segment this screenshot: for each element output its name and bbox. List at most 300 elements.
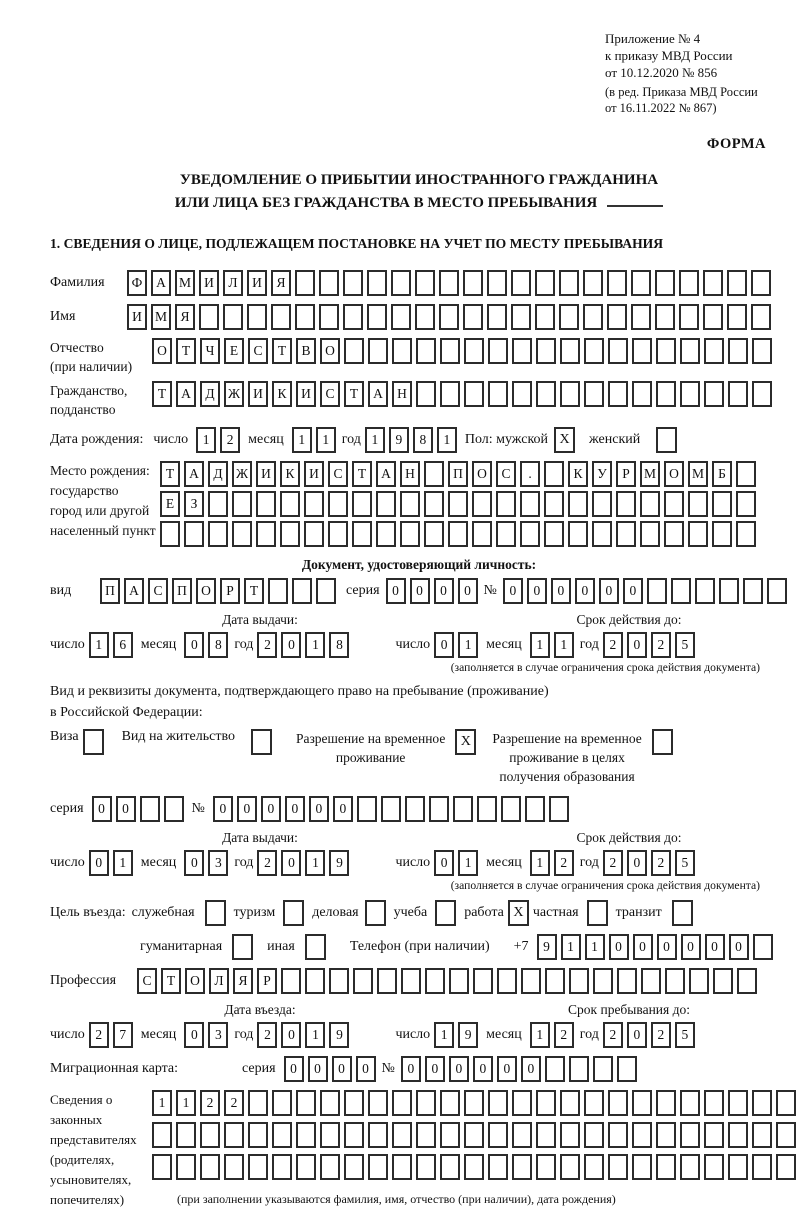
form-cell[interactable]: 0 bbox=[285, 796, 305, 822]
form-cell[interactable]: Ч bbox=[200, 338, 220, 364]
form-cell[interactable] bbox=[560, 338, 580, 364]
form-cell[interactable]: И bbox=[256, 461, 276, 487]
form-cell[interactable]: 0 bbox=[281, 850, 301, 876]
form-cell[interactable] bbox=[728, 1090, 748, 1116]
form-cell[interactable]: 0 bbox=[521, 1056, 541, 1082]
form-cell[interactable]: 9 bbox=[329, 850, 349, 876]
form-cell[interactable] bbox=[440, 1154, 460, 1180]
form-cell[interactable]: 0 bbox=[281, 1022, 301, 1048]
form-cell[interactable] bbox=[232, 521, 252, 547]
form-cell[interactable] bbox=[607, 304, 627, 330]
form-cell[interactable]: 0 bbox=[434, 850, 454, 876]
form-cell[interactable] bbox=[569, 1056, 589, 1082]
form-cell[interactable] bbox=[248, 1090, 268, 1116]
form-cell[interactable] bbox=[640, 521, 660, 547]
form-cell[interactable]: 3 bbox=[208, 1022, 228, 1048]
form-cell[interactable] bbox=[184, 521, 204, 547]
form-cell[interactable] bbox=[224, 1154, 244, 1180]
form-cell[interactable] bbox=[429, 796, 449, 822]
form-cell[interactable]: 8 bbox=[329, 632, 349, 658]
form-cell[interactable] bbox=[617, 1056, 637, 1082]
form-cell[interactable] bbox=[727, 304, 747, 330]
form-cell[interactable]: М bbox=[640, 461, 660, 487]
form-cell[interactable] bbox=[152, 1122, 172, 1148]
form-cell[interactable]: 0 bbox=[308, 1056, 328, 1082]
form-cell[interactable] bbox=[368, 338, 388, 364]
purpose-other-checkbox[interactable] bbox=[305, 934, 326, 960]
form-cell[interactable] bbox=[704, 1122, 724, 1148]
form-cell[interactable]: 0 bbox=[551, 578, 571, 604]
form-cell[interactable]: 0 bbox=[356, 1056, 376, 1082]
form-cell[interactable]: 0 bbox=[410, 578, 430, 604]
form-cell[interactable] bbox=[680, 1122, 700, 1148]
form-cell[interactable]: 1 bbox=[196, 427, 216, 453]
form-cell[interactable]: 0 bbox=[705, 934, 725, 960]
form-cell[interactable] bbox=[703, 270, 723, 296]
form-cell[interactable] bbox=[593, 1056, 613, 1082]
form-cell[interactable]: Т bbox=[152, 381, 172, 407]
form-cell[interactable]: . bbox=[520, 461, 540, 487]
form-cell[interactable] bbox=[776, 1122, 796, 1148]
form-cell[interactable]: К bbox=[272, 381, 292, 407]
form-cell[interactable] bbox=[704, 1154, 724, 1180]
form-cell[interactable] bbox=[320, 1122, 340, 1148]
form-cell[interactable] bbox=[559, 304, 579, 330]
form-cell[interactable] bbox=[416, 1090, 436, 1116]
form-cell[interactable] bbox=[391, 304, 411, 330]
form-cell[interactable] bbox=[463, 304, 483, 330]
form-cell[interactable]: 0 bbox=[386, 578, 406, 604]
form-cell[interactable]: 0 bbox=[609, 934, 629, 960]
form-cell[interactable] bbox=[656, 1090, 676, 1116]
rvp-checkbox[interactable]: X bbox=[455, 729, 476, 755]
form-cell[interactable] bbox=[400, 491, 420, 517]
form-cell[interactable] bbox=[737, 968, 757, 994]
form-cell[interactable] bbox=[545, 1056, 565, 1082]
form-cell[interactable] bbox=[656, 381, 676, 407]
form-cell[interactable] bbox=[377, 968, 397, 994]
form-cell[interactable] bbox=[344, 338, 364, 364]
form-cell[interactable] bbox=[272, 1154, 292, 1180]
form-cell[interactable] bbox=[655, 270, 675, 296]
form-cell[interactable]: 0 bbox=[261, 796, 281, 822]
form-cell[interactable]: В bbox=[296, 338, 316, 364]
form-cell[interactable]: 8 bbox=[208, 632, 228, 658]
purpose-tourism-checkbox[interactable] bbox=[283, 900, 304, 926]
form-cell[interactable]: И bbox=[248, 381, 268, 407]
form-cell[interactable]: 0 bbox=[657, 934, 677, 960]
form-cell[interactable] bbox=[472, 521, 492, 547]
form-cell[interactable] bbox=[689, 968, 709, 994]
form-cell[interactable]: 0 bbox=[627, 1022, 647, 1048]
form-cell[interactable] bbox=[713, 968, 733, 994]
form-cell[interactable]: 1 bbox=[113, 850, 133, 876]
form-cell[interactable] bbox=[344, 1090, 364, 1116]
form-cell[interactable] bbox=[664, 521, 684, 547]
form-cell[interactable] bbox=[424, 521, 444, 547]
form-cell[interactable] bbox=[280, 521, 300, 547]
form-cell[interactable] bbox=[367, 304, 387, 330]
form-cell[interactable] bbox=[664, 491, 684, 517]
form-cell[interactable]: 0 bbox=[116, 796, 136, 822]
form-cell[interactable]: 1 bbox=[292, 427, 312, 453]
form-cell[interactable] bbox=[680, 381, 700, 407]
form-cell[interactable]: 1 bbox=[585, 934, 605, 960]
form-cell[interactable] bbox=[473, 968, 493, 994]
purpose-transit-checkbox[interactable] bbox=[672, 900, 693, 926]
form-cell[interactable] bbox=[464, 1122, 484, 1148]
form-cell[interactable]: 0 bbox=[333, 796, 353, 822]
form-cell[interactable] bbox=[268, 578, 288, 604]
form-cell[interactable]: 0 bbox=[281, 632, 301, 658]
form-cell[interactable] bbox=[271, 304, 291, 330]
form-cell[interactable]: 5 bbox=[675, 850, 695, 876]
form-cell[interactable]: 2 bbox=[651, 850, 671, 876]
form-cell[interactable] bbox=[424, 491, 444, 517]
form-cell[interactable] bbox=[376, 521, 396, 547]
form-cell[interactable]: 1 bbox=[365, 427, 385, 453]
form-cell[interactable] bbox=[671, 578, 691, 604]
form-cell[interactable] bbox=[319, 270, 339, 296]
form-cell[interactable] bbox=[200, 1154, 220, 1180]
form-cell[interactable] bbox=[316, 578, 336, 604]
form-cell[interactable]: П bbox=[100, 578, 120, 604]
form-cell[interactable] bbox=[463, 270, 483, 296]
form-cell[interactable] bbox=[352, 521, 372, 547]
form-cell[interactable]: 1 bbox=[530, 850, 550, 876]
form-cell[interactable] bbox=[343, 270, 363, 296]
form-cell[interactable]: 1 bbox=[434, 1022, 454, 1048]
form-cell[interactable] bbox=[535, 270, 555, 296]
form-cell[interactable] bbox=[405, 796, 425, 822]
form-cell[interactable]: 0 bbox=[681, 934, 701, 960]
form-cell[interactable] bbox=[511, 304, 531, 330]
form-cell[interactable] bbox=[464, 381, 484, 407]
form-cell[interactable] bbox=[751, 304, 771, 330]
form-cell[interactable] bbox=[728, 338, 748, 364]
form-cell[interactable]: 0 bbox=[401, 1056, 421, 1082]
form-cell[interactable] bbox=[512, 1154, 532, 1180]
form-cell[interactable]: 2 bbox=[603, 1022, 623, 1048]
form-cell[interactable]: И bbox=[247, 270, 267, 296]
form-cell[interactable]: Р bbox=[616, 461, 636, 487]
form-cell[interactable] bbox=[584, 1154, 604, 1180]
form-cell[interactable]: А bbox=[176, 381, 196, 407]
form-cell[interactable] bbox=[704, 1090, 724, 1116]
form-cell[interactable] bbox=[512, 1090, 532, 1116]
form-cell[interactable]: С bbox=[496, 461, 516, 487]
form-cell[interactable] bbox=[743, 578, 763, 604]
form-cell[interactable]: Т bbox=[160, 461, 180, 487]
form-cell[interactable] bbox=[776, 1090, 796, 1116]
form-cell[interactable] bbox=[592, 521, 612, 547]
form-cell[interactable] bbox=[272, 1122, 292, 1148]
form-cell[interactable] bbox=[712, 521, 732, 547]
form-cell[interactable] bbox=[655, 304, 675, 330]
form-cell[interactable]: 1 bbox=[458, 850, 478, 876]
form-cell[interactable] bbox=[680, 1090, 700, 1116]
form-cell[interactable]: 6 bbox=[113, 632, 133, 658]
form-cell[interactable] bbox=[296, 1122, 316, 1148]
title-blank-line[interactable] bbox=[607, 191, 663, 207]
form-cell[interactable] bbox=[415, 270, 435, 296]
form-cell[interactable]: Я bbox=[233, 968, 253, 994]
form-cell[interactable] bbox=[496, 491, 516, 517]
form-cell[interactable]: 0 bbox=[434, 578, 454, 604]
form-cell[interactable] bbox=[352, 491, 372, 517]
form-cell[interactable] bbox=[343, 304, 363, 330]
form-cell[interactable]: 1 bbox=[89, 632, 109, 658]
form-cell[interactable] bbox=[320, 1090, 340, 1116]
form-cell[interactable] bbox=[248, 1122, 268, 1148]
form-cell[interactable]: С bbox=[148, 578, 168, 604]
form-cell[interactable]: 0 bbox=[89, 850, 109, 876]
sex-male-checkbox[interactable]: X bbox=[554, 427, 575, 453]
form-cell[interactable]: 1 bbox=[305, 1022, 325, 1048]
form-cell[interactable] bbox=[319, 304, 339, 330]
form-cell[interactable] bbox=[472, 491, 492, 517]
form-cell[interactable] bbox=[544, 491, 564, 517]
form-cell[interactable]: О bbox=[320, 338, 340, 364]
form-cell[interactable] bbox=[608, 338, 628, 364]
form-cell[interactable]: Я bbox=[271, 270, 291, 296]
form-cell[interactable] bbox=[368, 1090, 388, 1116]
form-cell[interactable]: 2 bbox=[257, 632, 277, 658]
form-cell[interactable] bbox=[545, 968, 565, 994]
form-cell[interactable] bbox=[544, 521, 564, 547]
form-cell[interactable] bbox=[616, 521, 636, 547]
form-cell[interactable] bbox=[425, 968, 445, 994]
form-cell[interactable] bbox=[703, 304, 723, 330]
form-cell[interactable] bbox=[608, 381, 628, 407]
form-cell[interactable] bbox=[641, 968, 661, 994]
form-cell[interactable] bbox=[512, 1122, 532, 1148]
form-cell[interactable]: Т bbox=[244, 578, 264, 604]
form-cell[interactable]: М bbox=[151, 304, 171, 330]
form-cell[interactable] bbox=[536, 1154, 556, 1180]
form-cell[interactable] bbox=[593, 968, 613, 994]
form-cell[interactable] bbox=[248, 1154, 268, 1180]
form-cell[interactable] bbox=[400, 521, 420, 547]
form-cell[interactable] bbox=[376, 491, 396, 517]
form-cell[interactable] bbox=[464, 1090, 484, 1116]
form-cell[interactable] bbox=[728, 381, 748, 407]
purpose-official-checkbox[interactable] bbox=[205, 900, 226, 926]
form-cell[interactable] bbox=[632, 1090, 652, 1116]
form-cell[interactable]: 9 bbox=[458, 1022, 478, 1048]
form-cell[interactable]: 9 bbox=[329, 1022, 349, 1048]
purpose-private-checkbox[interactable] bbox=[587, 900, 608, 926]
form-cell[interactable] bbox=[152, 1154, 172, 1180]
form-cell[interactable]: 0 bbox=[633, 934, 653, 960]
form-cell[interactable]: 0 bbox=[184, 850, 204, 876]
form-cell[interactable] bbox=[544, 461, 564, 487]
form-cell[interactable] bbox=[295, 304, 315, 330]
form-cell[interactable]: 1 bbox=[561, 934, 581, 960]
form-cell[interactable] bbox=[647, 578, 667, 604]
form-cell[interactable] bbox=[305, 968, 325, 994]
form-cell[interactable] bbox=[632, 1154, 652, 1180]
form-cell[interactable] bbox=[704, 381, 724, 407]
form-cell[interactable] bbox=[616, 491, 636, 517]
form-cell[interactable]: 0 bbox=[332, 1056, 352, 1082]
form-cell[interactable] bbox=[439, 304, 459, 330]
form-cell[interactable]: Б bbox=[712, 461, 732, 487]
form-cell[interactable]: 0 bbox=[309, 796, 329, 822]
form-cell[interactable]: С bbox=[137, 968, 157, 994]
form-cell[interactable]: 2 bbox=[200, 1090, 220, 1116]
form-cell[interactable] bbox=[247, 304, 267, 330]
form-cell[interactable]: И bbox=[296, 381, 316, 407]
form-cell[interactable] bbox=[568, 521, 588, 547]
form-cell[interactable]: 1 bbox=[437, 427, 457, 453]
form-cell[interactable]: 9 bbox=[389, 427, 409, 453]
form-cell[interactable]: М bbox=[175, 270, 195, 296]
form-cell[interactable] bbox=[536, 1090, 556, 1116]
form-cell[interactable] bbox=[560, 1122, 580, 1148]
form-cell[interactable] bbox=[568, 491, 588, 517]
form-cell[interactable] bbox=[631, 270, 651, 296]
form-cell[interactable] bbox=[632, 1122, 652, 1148]
form-cell[interactable] bbox=[569, 968, 589, 994]
form-cell[interactable] bbox=[728, 1122, 748, 1148]
form-cell[interactable] bbox=[416, 1154, 436, 1180]
form-cell[interactable] bbox=[521, 968, 541, 994]
form-cell[interactable]: Т bbox=[176, 338, 196, 364]
form-cell[interactable] bbox=[449, 968, 469, 994]
form-cell[interactable] bbox=[584, 338, 604, 364]
form-cell[interactable] bbox=[679, 270, 699, 296]
form-cell[interactable] bbox=[736, 521, 756, 547]
form-cell[interactable]: К bbox=[280, 461, 300, 487]
form-cell[interactable]: 2 bbox=[224, 1090, 244, 1116]
form-cell[interactable] bbox=[320, 1154, 340, 1180]
form-cell[interactable] bbox=[501, 796, 521, 822]
form-cell[interactable] bbox=[304, 491, 324, 517]
form-cell[interactable]: 0 bbox=[184, 1022, 204, 1048]
form-cell[interactable] bbox=[208, 521, 228, 547]
form-cell[interactable] bbox=[344, 1154, 364, 1180]
form-cell[interactable]: 2 bbox=[603, 850, 623, 876]
form-cell[interactable]: Т bbox=[352, 461, 372, 487]
purpose-business-checkbox[interactable] bbox=[365, 900, 386, 926]
form-cell[interactable] bbox=[776, 1154, 796, 1180]
form-cell[interactable]: З bbox=[184, 491, 204, 517]
form-cell[interactable] bbox=[392, 338, 412, 364]
form-cell[interactable] bbox=[464, 338, 484, 364]
form-cell[interactable]: И bbox=[304, 461, 324, 487]
form-cell[interactable] bbox=[464, 1154, 484, 1180]
form-cell[interactable]: Т bbox=[272, 338, 292, 364]
form-cell[interactable] bbox=[608, 1154, 628, 1180]
form-cell[interactable]: 5 bbox=[675, 632, 695, 658]
form-cell[interactable] bbox=[536, 338, 556, 364]
form-cell[interactable] bbox=[328, 521, 348, 547]
form-cell[interactable]: У bbox=[592, 461, 612, 487]
form-cell[interactable] bbox=[559, 270, 579, 296]
form-cell[interactable] bbox=[752, 381, 772, 407]
form-cell[interactable] bbox=[719, 578, 739, 604]
form-cell[interactable]: Н bbox=[400, 461, 420, 487]
form-cell[interactable]: Е bbox=[224, 338, 244, 364]
form-cell[interactable]: 2 bbox=[554, 850, 574, 876]
form-cell[interactable] bbox=[304, 521, 324, 547]
form-cell[interactable]: 0 bbox=[449, 1056, 469, 1082]
form-cell[interactable]: А bbox=[376, 461, 396, 487]
form-cell[interactable] bbox=[440, 338, 460, 364]
form-cell[interactable] bbox=[295, 270, 315, 296]
form-cell[interactable] bbox=[728, 1154, 748, 1180]
form-cell[interactable] bbox=[680, 1154, 700, 1180]
form-cell[interactable] bbox=[416, 381, 436, 407]
form-cell[interactable]: А bbox=[151, 270, 171, 296]
form-cell[interactable]: О bbox=[196, 578, 216, 604]
form-cell[interactable]: 0 bbox=[623, 578, 643, 604]
form-cell[interactable]: П bbox=[172, 578, 192, 604]
form-cell[interactable] bbox=[736, 491, 756, 517]
form-cell[interactable] bbox=[688, 491, 708, 517]
form-cell[interactable] bbox=[440, 1122, 460, 1148]
form-cell[interactable] bbox=[617, 968, 637, 994]
form-cell[interactable]: 1 bbox=[176, 1090, 196, 1116]
form-cell[interactable] bbox=[176, 1122, 196, 1148]
form-cell[interactable] bbox=[584, 1122, 604, 1148]
form-cell[interactable]: 7 bbox=[113, 1022, 133, 1048]
form-cell[interactable] bbox=[296, 1154, 316, 1180]
form-cell[interactable]: 0 bbox=[729, 934, 749, 960]
residence-permit-checkbox[interactable] bbox=[251, 729, 272, 755]
form-cell[interactable]: И bbox=[127, 304, 147, 330]
form-cell[interactable]: Ж bbox=[232, 461, 252, 487]
form-cell[interactable] bbox=[367, 270, 387, 296]
form-cell[interactable] bbox=[392, 1122, 412, 1148]
form-cell[interactable] bbox=[583, 304, 603, 330]
form-cell[interactable] bbox=[512, 338, 532, 364]
form-cell[interactable]: Р bbox=[257, 968, 277, 994]
form-cell[interactable]: Д bbox=[200, 381, 220, 407]
form-cell[interactable]: 2 bbox=[651, 632, 671, 658]
form-cell[interactable] bbox=[752, 1154, 772, 1180]
form-cell[interactable]: 0 bbox=[575, 578, 595, 604]
purpose-humanitarian-checkbox[interactable] bbox=[232, 934, 253, 960]
form-cell[interactable]: 0 bbox=[92, 796, 112, 822]
form-cell[interactable] bbox=[584, 1090, 604, 1116]
form-cell[interactable]: О bbox=[185, 968, 205, 994]
form-cell[interactable] bbox=[679, 304, 699, 330]
form-cell[interactable] bbox=[520, 521, 540, 547]
form-cell[interactable] bbox=[535, 304, 555, 330]
form-cell[interactable] bbox=[680, 338, 700, 364]
form-cell[interactable]: Д bbox=[208, 461, 228, 487]
form-cell[interactable] bbox=[140, 796, 160, 822]
purpose-work-checkbox[interactable]: X bbox=[508, 900, 529, 926]
form-cell[interactable]: 0 bbox=[434, 632, 454, 658]
form-cell[interactable]: Ж bbox=[224, 381, 244, 407]
form-cell[interactable]: Л bbox=[209, 968, 229, 994]
form-cell[interactable] bbox=[511, 270, 531, 296]
form-cell[interactable] bbox=[328, 491, 348, 517]
form-cell[interactable]: 1 bbox=[530, 632, 550, 658]
form-cell[interactable]: Ф bbox=[127, 270, 147, 296]
form-cell[interactable]: А bbox=[184, 461, 204, 487]
form-cell[interactable] bbox=[727, 270, 747, 296]
form-cell[interactable]: 2 bbox=[257, 1022, 277, 1048]
form-cell[interactable] bbox=[525, 796, 545, 822]
form-cell[interactable] bbox=[232, 491, 252, 517]
form-cell[interactable] bbox=[752, 338, 772, 364]
form-cell[interactable] bbox=[256, 491, 276, 517]
form-cell[interactable]: 0 bbox=[473, 1056, 493, 1082]
